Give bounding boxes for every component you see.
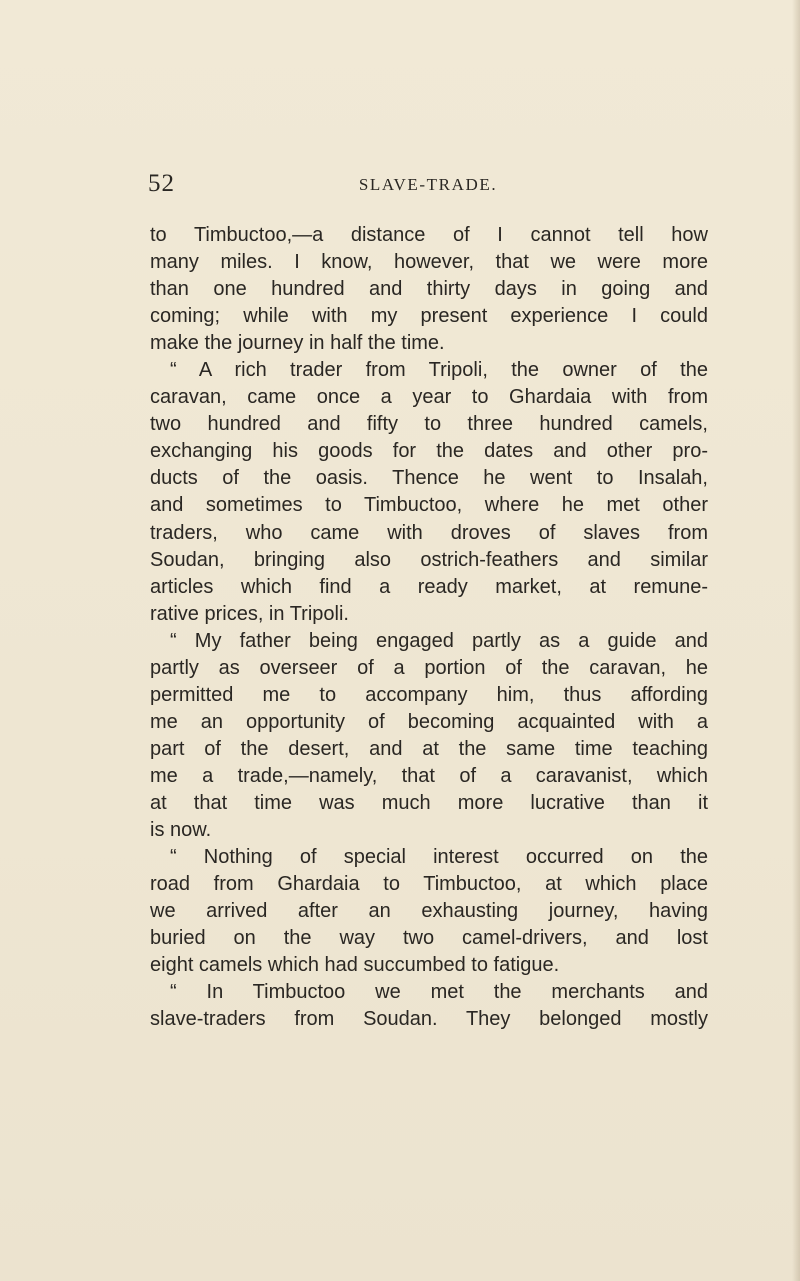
text-line: we arrived after an exhausting journey, having bbox=[150, 900, 708, 923]
page-number: 52 bbox=[148, 170, 175, 197]
text-line: Soudan, bringing also ostrich-feathers and similar bbox=[150, 548, 708, 571]
text-line: “ My father being engaged partly as a guide and bbox=[170, 629, 708, 652]
text-line: slave-traders from Soudan. They belonged mostly bbox=[150, 1008, 708, 1031]
text-line: is now. bbox=[150, 819, 212, 842]
text-line: caravan, came once a year to Ghardaia with from bbox=[150, 386, 708, 409]
text-line: permitted me to accompany him, thus affording bbox=[150, 683, 708, 706]
text-line: me an opportunity of becoming acquainted with a bbox=[150, 710, 708, 733]
text-line: articles which find a ready market, at remune- bbox=[150, 575, 708, 598]
text-line: ducts of the oasis. Thence he went to Insalah, bbox=[150, 467, 708, 490]
text-line: rative prices, in Tripoli. bbox=[150, 602, 349, 625]
text-line: buried on the way two camel-drivers, and lost bbox=[150, 927, 708, 950]
text-line: “ Nothing of special interest occurred on the bbox=[170, 846, 708, 869]
text-line: partly as overseer of a portion of the caravan, he bbox=[150, 656, 708, 679]
running-head: SLAVE-TRADE. bbox=[358, 175, 498, 194]
text-line: “ In Timbuctoo we met the merchants and bbox=[170, 981, 708, 1004]
page-edge-shadow bbox=[792, 0, 800, 1281]
text-line: at that time was much more lucrative than it bbox=[150, 791, 708, 814]
text-line: to Timbuctoo,—a distance of I cannot tell how bbox=[150, 224, 708, 246]
page-header bbox=[148, 170, 708, 204]
text-line: traders, who came with droves of slaves from bbox=[150, 521, 708, 544]
text-line: “ A rich trader from Tripoli, the owner of the bbox=[170, 359, 708, 382]
text-line: make the journey in half the time. bbox=[150, 332, 445, 355]
body-text bbox=[150, 222, 708, 1033]
text-line: me a trade,—namely, that of a caravanist, which bbox=[150, 764, 708, 787]
text-line: many miles. I know, however, that we were more bbox=[150, 251, 708, 274]
text-line: than one hundred and thirty days in going and bbox=[150, 278, 708, 301]
text-line: eight camels which had succumbed to fatigue. bbox=[150, 954, 560, 977]
text-line: and sometimes to Timbuctoo, where he met other bbox=[150, 494, 708, 517]
text-line: coming; while with my present experience I could bbox=[150, 305, 708, 328]
text-line: road from Ghardaia to Timbuctoo, at which place bbox=[150, 873, 708, 896]
text-line: two hundred and fifty to three hundred camels, bbox=[150, 413, 708, 436]
text-line: part of the desert, and at the same time teaching bbox=[150, 737, 708, 760]
text-line: exchanging his goods for the dates and other pro- bbox=[150, 440, 708, 463]
